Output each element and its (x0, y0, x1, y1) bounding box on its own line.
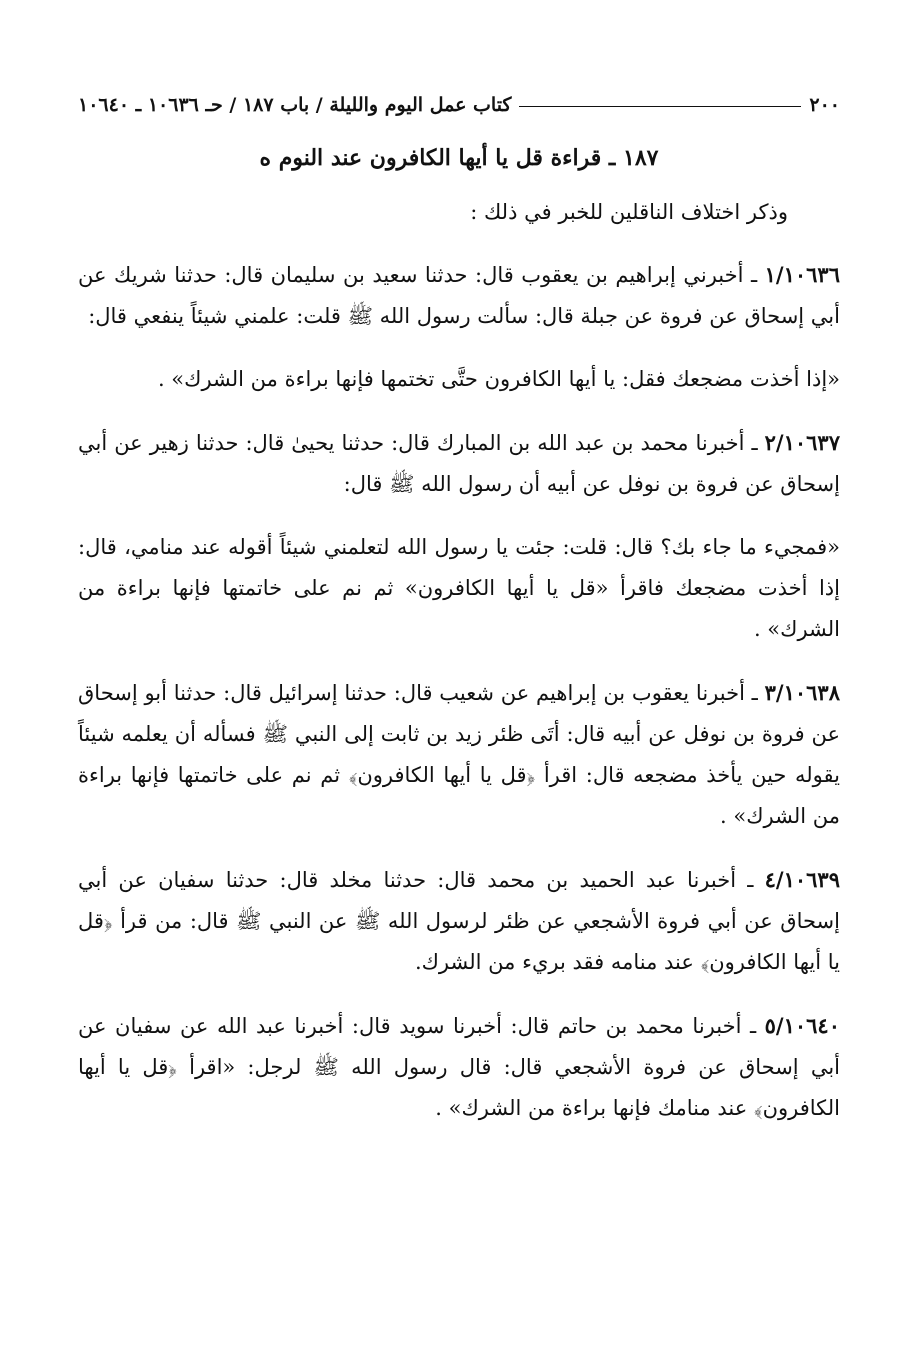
chapter-title: ١٨٧ ـ قراءة قل يا أيها الكافرون عند النوم ه (259, 145, 659, 171)
running-header (78, 78, 840, 116)
isnad-text: ـ أخبرني إبراهيم بن يعقوب قال: حدثنا سعيد بن سليمان قال: حدثنا شريك عن أبي إسحاق عن فروة عن جبلة قال: سألت رسول الله ﷺ قلت: علمني شيئاً ينفعي قال: (78, 263, 840, 328)
hadith-number: ٥/١٠٦٤٠ (764, 1013, 840, 1038)
isnad-text: ـ أخبرنا يعقوب بن إبراهيم عن شعيب قال: حدثنا إسرائيل قال: حدثنا أبو إسحاق عن فروة بن نوفل عن أبيه قال: أتَى ظئر زيد بن ثابت إلى النبي ﷺ فسأله أن يعلمه شيئاً يقوله حين يأخذ مضجعه قال: اقرأ ﴿قل يا أيها الكافرون﴾ ثم نم على خاتمتها فإنها براءة من الشرك» . (78, 681, 840, 828)
hadith-matn: «فمجيء ما جاء بك؟ قال: قلت: جئت يا رسول الله لتعلمني شيئاً أقوله عند منامي، قال: إذا أخذت مضجعك فاقرأ «قل يا أيها الكافرون» ثم نم على خاتمتها فإنها براءة من الشرك» . (78, 535, 840, 641)
hadith-entry (78, 1005, 840, 1129)
hadith-number: ١/١٠٦٣٦ (764, 262, 840, 287)
hadith-entry (78, 859, 840, 983)
hadith-isnad (78, 1005, 840, 1129)
isnad-text: ـ أخبرنا محمد بن حاتم قال: أخبرنا سويد قال: أخبرنا عبد الله عن سفيان عن أبي إسحاق عن فروة الأشجعي قال: قال رسول الله ﷺ لرجل: «اقرأ ﴿قل يا أيها الكافرون﴾ عند منامك فإنها براءة من الشرك» . (78, 1014, 840, 1120)
hadith-entry (78, 254, 840, 400)
hadith-number: ٤/١٠٦٣٩ (764, 867, 840, 892)
running-title: كتاب عمل اليوم والليلة / باب ١٨٧ / حـ ١٠٦٣٦ ـ ١٠٦٤٠ (78, 94, 512, 116)
hadith-isnad (78, 672, 840, 837)
hadith-isnad (78, 254, 840, 337)
isnad-text: ـ أخبرنا محمد بن عبد الله بن المبارك قال: حدثنا يحيىٰ قال: حدثنا زهير عن أبي إسحاق عن فروة بن نوفل عن أبيه أن رسول الله ﷺ قال: (78, 431, 840, 496)
intro-line: وذكر اختلاف الناقلين للخبر في ذلك : (470, 200, 788, 224)
hadith-entry (78, 672, 840, 837)
hadith-isnad (78, 422, 840, 505)
book-page (78, 78, 840, 1129)
header-rule (519, 106, 801, 107)
page-number: ٢٠٠ (809, 94, 840, 116)
hadith-matn: «إذا أخذت مضجعك فقل: يا أيها الكافرون حتَّى تختمها فإنها براءة من الشرك» . (157, 367, 840, 391)
hadith-isnad (78, 859, 840, 983)
isnad-text: ـ أخبرنا عبد الحميد بن محمد قال: حدثنا مخلد قال: حدثنا سفيان عن أبي إسحاق عن أبي فروة الأشجعي عن ظئر لرسول الله ﷺ عن النبي ﷺ قال: من قرأ ﴿قل يا أيها الكافرون﴾ عند منامه فقد بريء من الشرك. (78, 868, 840, 974)
hadith-number: ٣/١٠٦٣٨ (764, 680, 840, 705)
hadith-entry (78, 422, 840, 650)
hadith-number: ٢/١٠٦٣٧ (764, 430, 840, 455)
